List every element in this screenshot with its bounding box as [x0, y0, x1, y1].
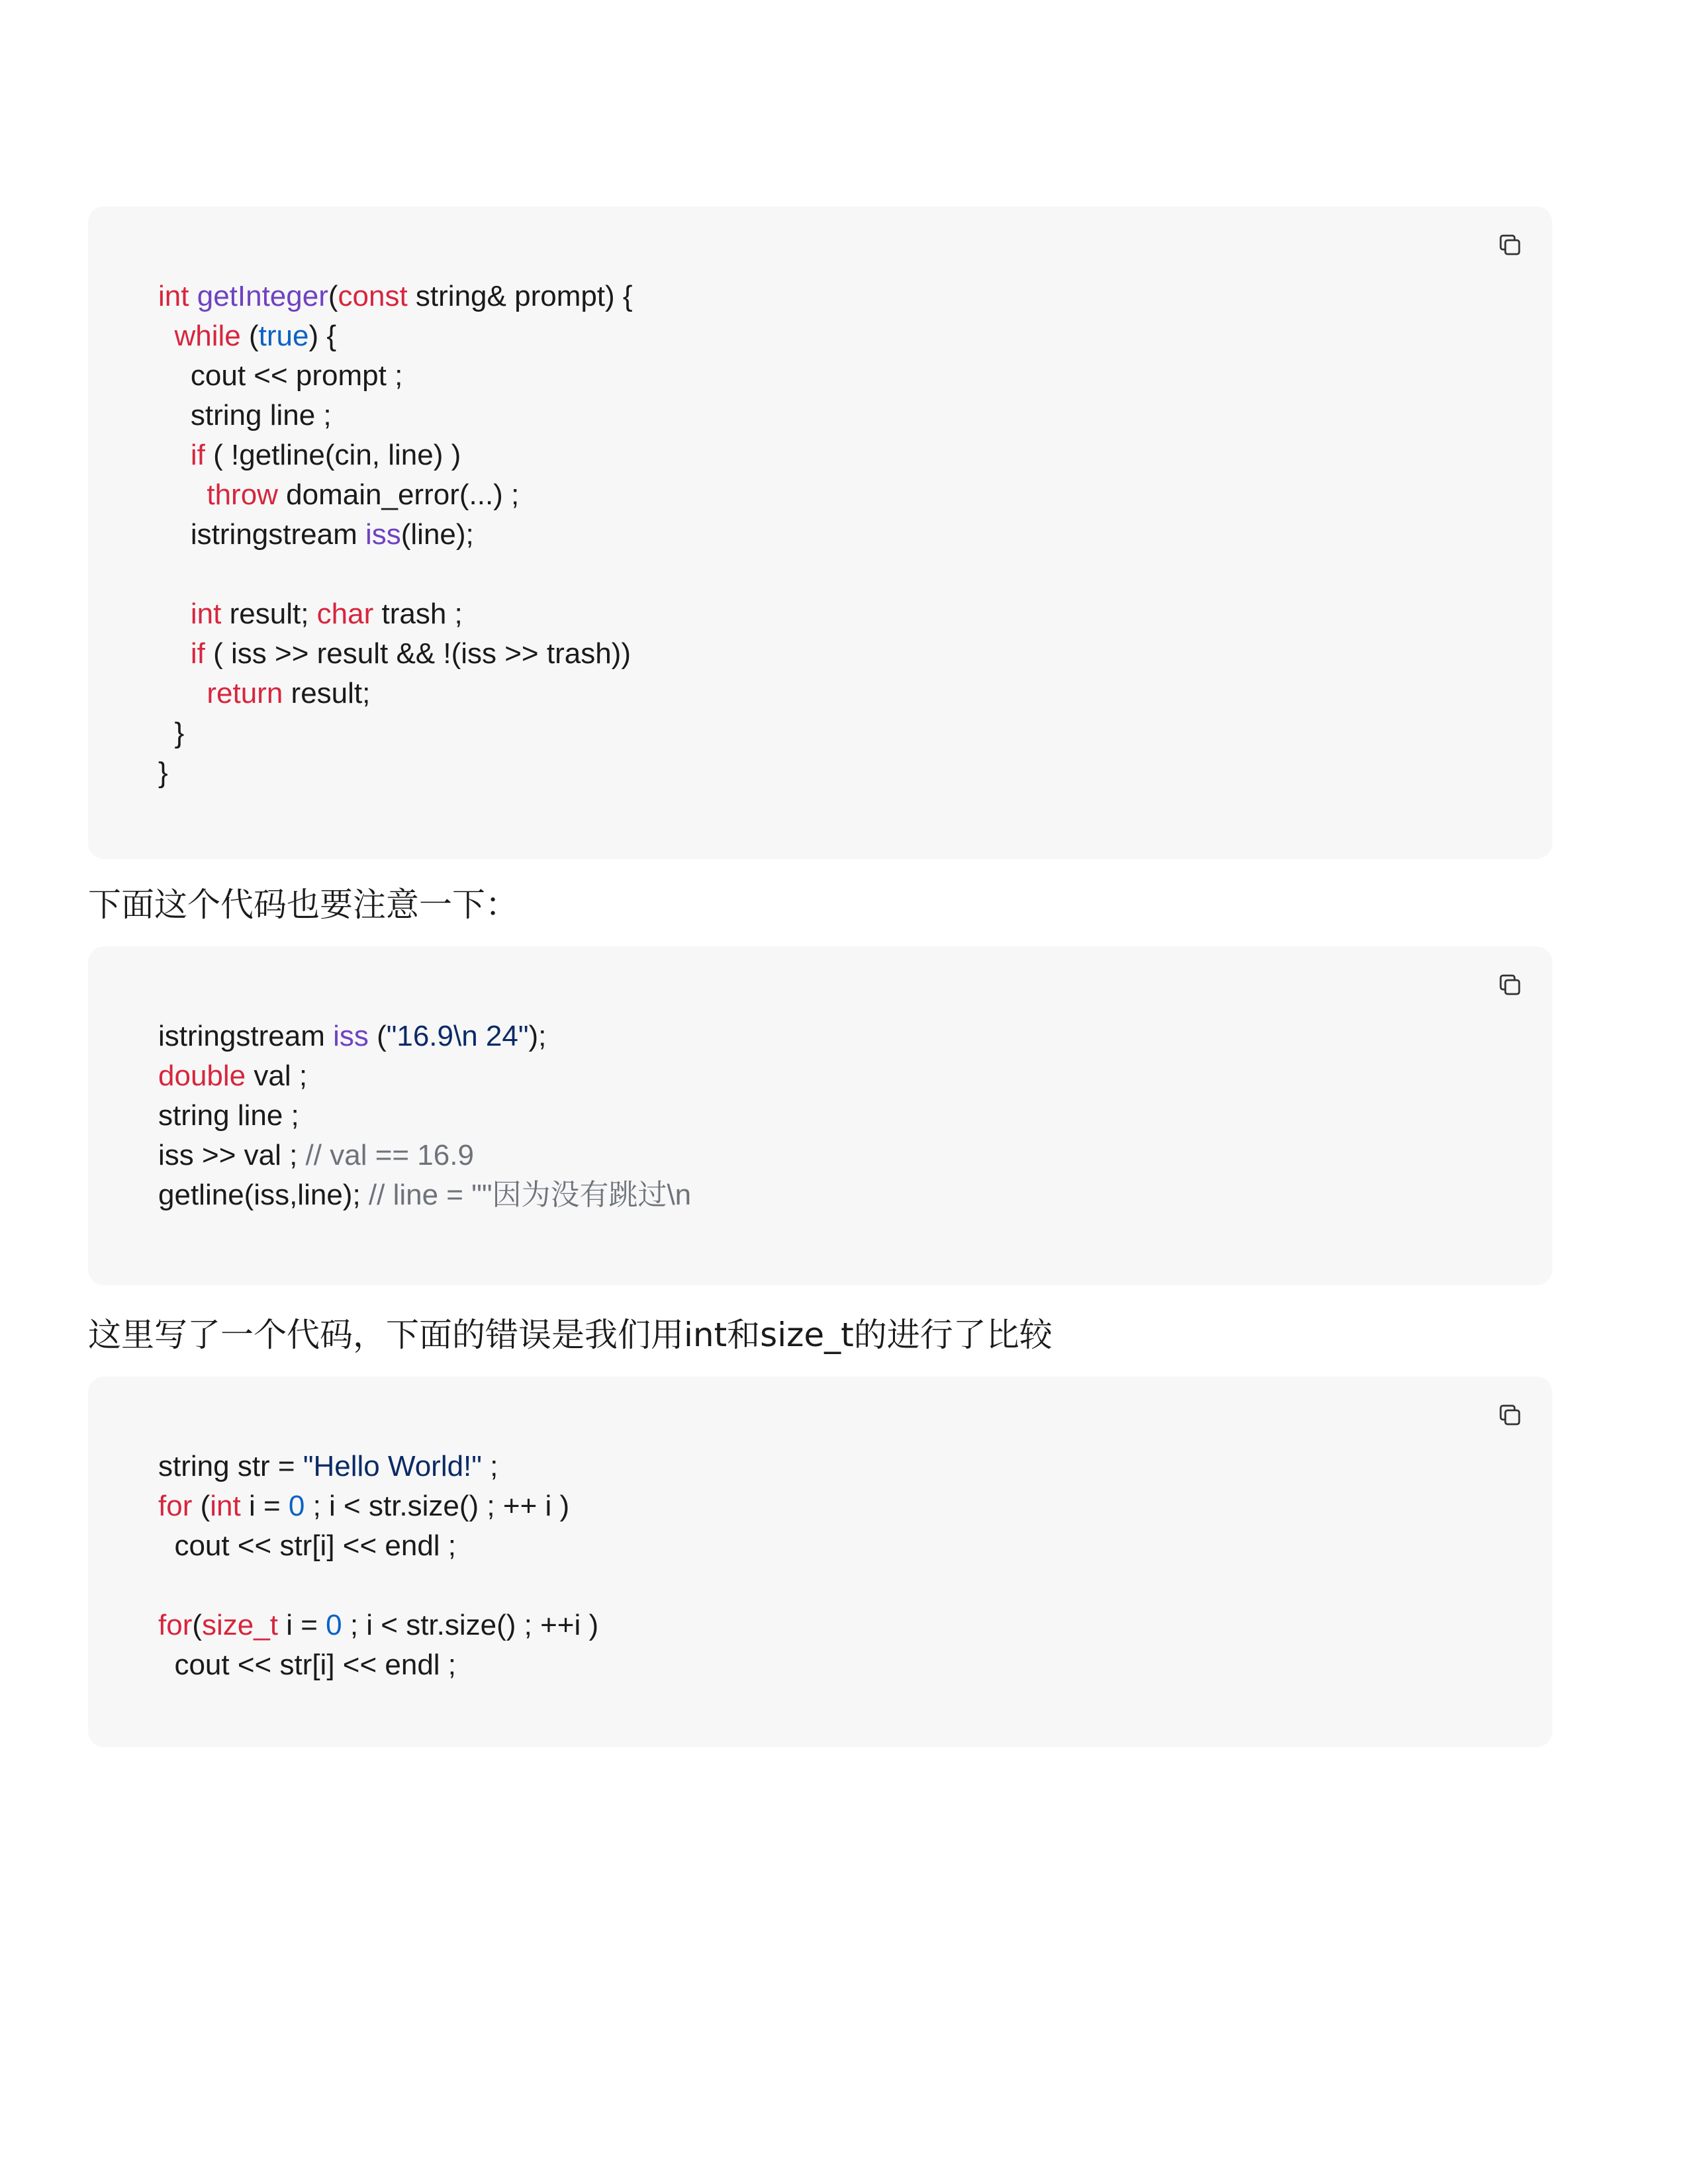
code-token: (: [328, 280, 338, 312]
code-token: i =: [277, 1609, 326, 1641]
code-line: [158, 396, 1552, 435]
code-token: getline(iss,line);: [158, 1179, 369, 1211]
code-token: result;: [283, 677, 371, 709]
code-line: [158, 1486, 1552, 1526]
code-token: ;: [481, 1450, 498, 1482]
code-token: // val == 16.9: [305, 1139, 474, 1171]
code-token: "16.9\n 24": [386, 1020, 529, 1052]
code-token: iss: [333, 1020, 369, 1052]
code-token: iss: [365, 518, 401, 551]
code-token: [158, 637, 191, 670]
code-token: }: [158, 717, 185, 749]
code-line: [158, 1017, 1552, 1056]
code-token: [189, 280, 197, 312]
code-token: [158, 320, 174, 352]
code-token: }: [158, 756, 168, 789]
code-line: [158, 634, 1552, 674]
code-token: if: [190, 637, 205, 670]
code-content: [158, 1017, 1552, 1215]
code-token: while: [174, 320, 241, 352]
copy-icon: [1496, 971, 1524, 999]
code-token: "Hello World!": [303, 1450, 482, 1482]
code-token: (: [368, 1020, 387, 1052]
copy-button[interactable]: [1490, 965, 1530, 1005]
code-token: iss >> val ;: [158, 1139, 306, 1171]
code-line: [158, 1056, 1552, 1096]
code-token: // line = ""因为没有跳过\n: [368, 1179, 692, 1211]
code-line: [158, 1096, 1552, 1136]
code-token: (: [192, 1490, 211, 1522]
code-token: istringstream: [158, 518, 365, 551]
code-content: [158, 277, 1552, 793]
code-token: [158, 598, 191, 630]
paragraph-text: 下面这个代码也要注意一下：: [88, 886, 518, 924]
code-token: (: [192, 1609, 203, 1641]
code-token: ( iss >> result && !(iss >> trash)): [205, 637, 631, 670]
code-token: if: [190, 439, 205, 471]
code-line: [158, 1175, 1552, 1215]
copy-icon: [1496, 1401, 1524, 1429]
code-token: );: [528, 1020, 547, 1052]
code-line: [158, 356, 1552, 396]
code-token: return: [207, 677, 283, 709]
code-token: [158, 677, 207, 709]
code-token: domain_error(...) ;: [277, 478, 520, 511]
copy-button[interactable]: [1490, 1395, 1530, 1435]
code-token: size_t: [202, 1609, 278, 1641]
code-token: for: [158, 1609, 193, 1641]
code-token: ( !getline(cin, line) ): [205, 439, 461, 471]
code-token: i =: [240, 1490, 289, 1522]
code-token: ; i < str.size() ; ++i ): [342, 1609, 599, 1641]
copy-icon: [1496, 231, 1524, 259]
code-block-3: [88, 1377, 1552, 1747]
code-token: int: [190, 598, 222, 630]
code-token: 0: [288, 1490, 305, 1522]
code-token: [158, 478, 207, 511]
code-block-2: [88, 946, 1552, 1285]
code-token: string line ;: [158, 399, 332, 432]
code-token: trash ;: [373, 598, 463, 630]
code-token: cout << str[i] << endl ;: [158, 1649, 457, 1681]
code-token: char: [316, 598, 374, 630]
copy-button[interactable]: [1490, 225, 1530, 265]
code-token: throw: [207, 478, 278, 511]
code-token: int: [210, 1490, 241, 1522]
code-token: cout << str[i] << endl ;: [158, 1529, 457, 1562]
code-line: [158, 594, 1552, 634]
code-line: [158, 475, 1552, 515]
code-line: [158, 435, 1552, 475]
code-line: [158, 1136, 1552, 1175]
paragraph-text: 这里写了一个代码，下面的错误是我们用int和size_t的进行了比较: [88, 1316, 1053, 1354]
code-line: [158, 713, 1552, 753]
code-line: [158, 1566, 1552, 1606]
code-token: string& prompt) {: [407, 280, 633, 312]
code-token: val ;: [246, 1060, 308, 1092]
code-line: [158, 1645, 1552, 1685]
code-token: string line ;: [158, 1099, 299, 1132]
code-line: [158, 555, 1552, 594]
code-content: [158, 1447, 1552, 1685]
code-token: ) {: [308, 320, 337, 352]
code-line: [158, 1526, 1552, 1566]
code-token: (line);: [400, 518, 474, 551]
code-line: [158, 1606, 1552, 1645]
code-token: 0: [326, 1609, 342, 1641]
code-token: ; i < str.size() ; ++ i ): [305, 1490, 570, 1522]
code-token: int: [158, 280, 189, 312]
code-token: double: [158, 1060, 246, 1092]
code-token: for: [158, 1490, 193, 1522]
code-line: [158, 515, 1552, 555]
code-token: const: [338, 280, 408, 312]
code-token: cout << prompt ;: [158, 359, 403, 392]
code-line: [158, 753, 1552, 793]
code-token: string str =: [158, 1450, 303, 1482]
code-token: [158, 439, 191, 471]
code-line: [158, 316, 1552, 356]
code-token: istringstream: [158, 1020, 334, 1052]
code-block-1: [88, 206, 1552, 859]
code-token: (: [240, 320, 259, 352]
code-token: getInteger: [197, 280, 328, 312]
code-token: true: [258, 320, 309, 352]
code-line: [158, 277, 1552, 316]
code-line: [158, 674, 1552, 713]
code-token: result;: [221, 598, 317, 630]
code-line: [158, 1447, 1552, 1486]
